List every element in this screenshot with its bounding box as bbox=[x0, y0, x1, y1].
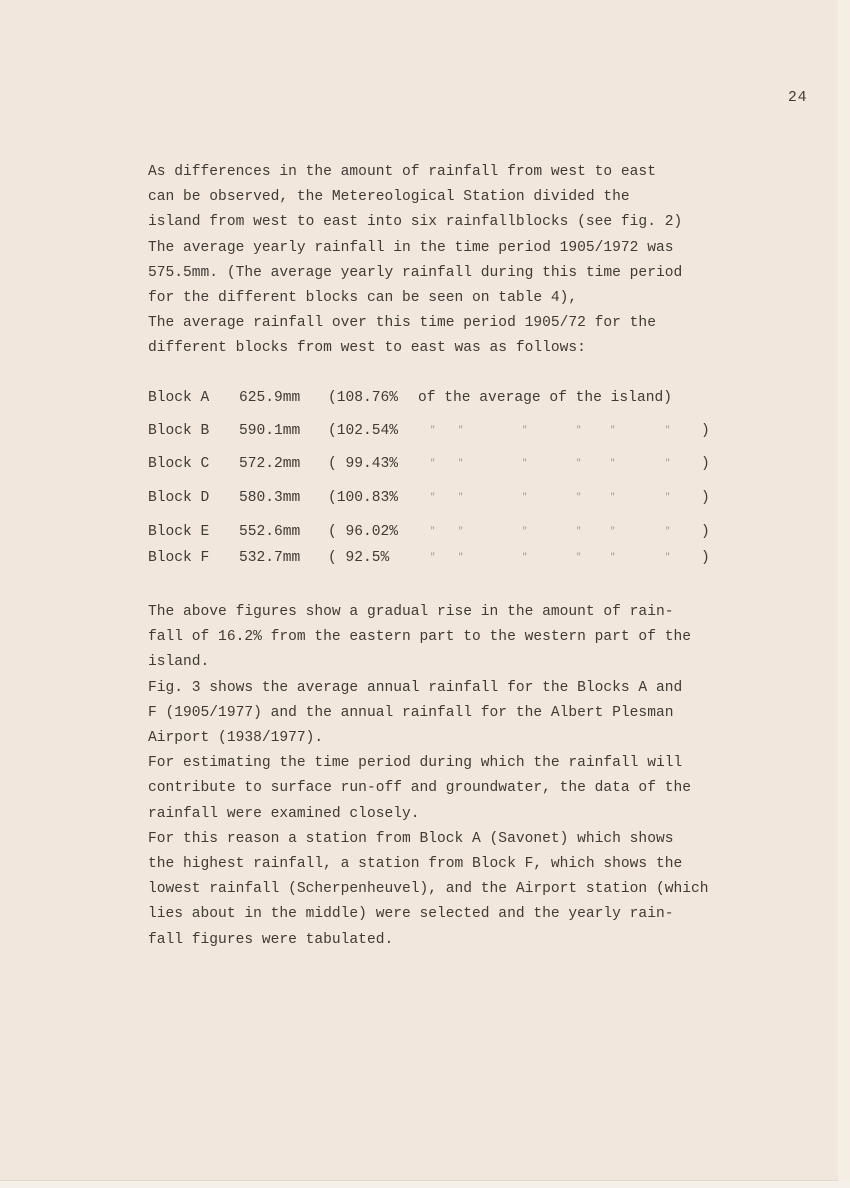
rainfall-value: 590.1mm bbox=[239, 423, 301, 439]
ditto-mark: " bbox=[522, 492, 528, 502]
ditto-mark: " bbox=[430, 526, 436, 536]
percent-note: of the average of the island) bbox=[418, 390, 672, 406]
ditto-mark: " bbox=[522, 458, 528, 468]
text-line: can be observed, the Metereological Station divided the bbox=[148, 189, 630, 206]
ditto-mark: " bbox=[576, 492, 582, 502]
text-line: for the different blocks can be seen on table 4), bbox=[148, 290, 578, 307]
ditto-mark: " bbox=[458, 425, 464, 435]
ditto-mark: " bbox=[430, 492, 436, 502]
ditto-mark: " bbox=[610, 492, 616, 502]
paper-edge-bottom bbox=[0, 1181, 850, 1188]
text-line: island. bbox=[148, 654, 210, 671]
intro-paragraph bbox=[148, 160, 682, 362]
ditto-mark: " bbox=[458, 552, 464, 562]
text-line: the highest rainfall, a station from Block F, which shows the bbox=[148, 856, 683, 873]
text-line: F (1905/1977) and the annual rainfall for the Albert Plesman bbox=[148, 704, 674, 721]
text-line: island from west to east into six rainfallblocks (see fig. 2) bbox=[148, 214, 683, 231]
ditto-mark: " bbox=[522, 552, 528, 562]
close-paren: ) bbox=[701, 423, 710, 439]
rainfall-value: 552.6mm bbox=[239, 524, 301, 540]
text-line: For estimating the time period during which the rainfall will bbox=[148, 755, 683, 772]
ditto-mark: " bbox=[610, 526, 616, 536]
text-line: Airport (1938/1977). bbox=[148, 730, 324, 747]
ditto-mark: " bbox=[430, 458, 436, 468]
ditto-mark: " bbox=[458, 526, 464, 536]
ditto-mark: " bbox=[665, 492, 671, 502]
ditto-mark: " bbox=[576, 425, 582, 435]
close-paren: ) bbox=[701, 456, 710, 472]
percent-of-average: (108.76% bbox=[328, 390, 399, 406]
percent-of-average: (102.54% bbox=[328, 423, 399, 439]
ditto-mark: " bbox=[430, 552, 436, 562]
ditto-mark: " bbox=[458, 492, 464, 502]
percent-of-average: ( 96.02% bbox=[328, 524, 399, 540]
ditto-mark: " bbox=[576, 458, 582, 468]
ditto-mark: " bbox=[665, 458, 671, 468]
ditto-mark: " bbox=[576, 552, 582, 562]
text-line: fall of 16.2% from the eastern part to the western part of the bbox=[148, 629, 691, 646]
text-line: The average rainfall over this time period 1905/72 for the bbox=[148, 315, 656, 332]
block-name: Block B bbox=[148, 423, 210, 439]
text-line: contribute to surface run-off and groundwater, the data of the bbox=[148, 780, 691, 797]
ditto-mark: " bbox=[610, 458, 616, 468]
text-line: 575.5mm. (The average yearly rainfall during this time period bbox=[148, 264, 683, 281]
percent-of-average: ( 92.5% bbox=[328, 550, 390, 566]
text-line: The above figures show a gradual rise in the amount of rain- bbox=[148, 604, 674, 620]
rainfall-value: 580.3mm bbox=[239, 490, 301, 506]
ditto-mark: " bbox=[665, 552, 671, 562]
ditto-mark: " bbox=[522, 526, 528, 536]
block-name: Block D bbox=[148, 490, 210, 506]
analysis-paragraph bbox=[148, 600, 709, 953]
block-name: Block C bbox=[148, 456, 210, 472]
text-line: For this reason a station from Block A (Savonet) which shows bbox=[148, 830, 674, 847]
text-line: rainfall were examined closely. bbox=[148, 805, 420, 822]
ditto-mark: " bbox=[458, 458, 464, 468]
paper-edge-right bbox=[838, 0, 850, 1188]
close-paren: ) bbox=[701, 524, 710, 540]
close-paren: ) bbox=[701, 490, 710, 506]
ditto-mark: " bbox=[610, 552, 616, 562]
ditto-mark: " bbox=[576, 526, 582, 536]
ditto-mark: " bbox=[665, 526, 671, 536]
text-line: lowest rainfall (Scherpenheuvel), and the Airport station (which bbox=[148, 881, 709, 898]
ditto-mark: " bbox=[610, 425, 616, 435]
rainfall-value: 532.7mm bbox=[239, 550, 301, 566]
block-name: Block A bbox=[148, 390, 210, 406]
percent-of-average: ( 99.43% bbox=[328, 456, 399, 472]
page-number: 24 bbox=[788, 90, 808, 106]
ditto-mark: " bbox=[522, 425, 528, 435]
close-paren: ) bbox=[701, 550, 710, 566]
rainfall-value: 625.9mm bbox=[239, 390, 301, 406]
rainfall-value: 572.2mm bbox=[239, 456, 301, 472]
text-line: fall figures were tabulated. bbox=[148, 931, 394, 948]
ditto-mark: " bbox=[430, 425, 436, 435]
text-line: The average yearly rainfall in the time period 1905/1972 was bbox=[148, 239, 674, 256]
text-line: Fig. 3 shows the average annual rainfall for the Blocks A and bbox=[148, 679, 683, 696]
text-line: different blocks from west to east was as follows: bbox=[148, 340, 586, 357]
ditto-mark: " bbox=[665, 425, 671, 435]
block-name: Block E bbox=[148, 524, 210, 540]
block-name: Block F bbox=[148, 550, 210, 566]
text-line: As differences in the amount of rainfall from west to east bbox=[148, 164, 656, 180]
percent-of-average: (100.83% bbox=[328, 490, 399, 506]
text-line: lies about in the middle) were selected and the yearly rain- bbox=[148, 906, 674, 923]
